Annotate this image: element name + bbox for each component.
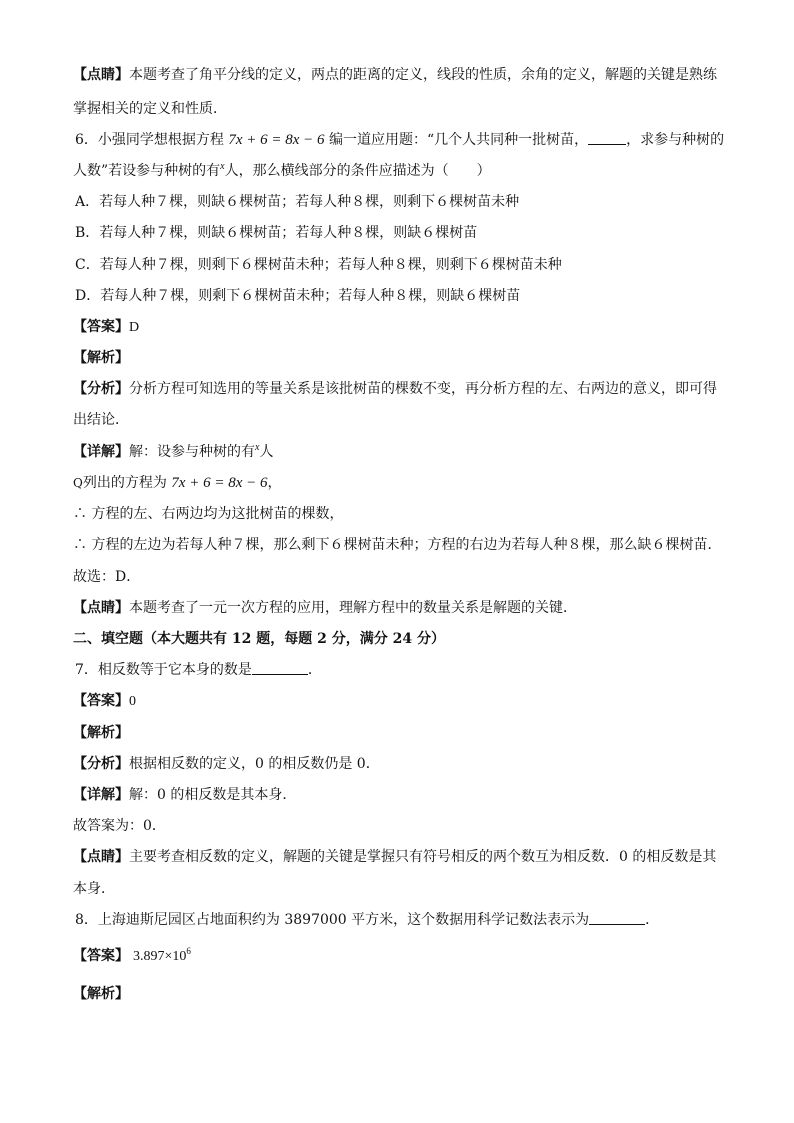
- fenxi-tag: 【分析】: [73, 756, 129, 772]
- q7-dianjing-line1: [73, 847, 716, 867]
- q6-xiangjie: [73, 442, 273, 462]
- q5-dianjing-line2: 掌握相关的定义和性质．: [73, 101, 227, 117]
- q5-dianjing-line1: [73, 65, 717, 85]
- q6-choose: 故选：D．: [73, 569, 141, 585]
- q7-stem-end: ．: [307, 662, 322, 678]
- q7-answer-value: 0: [129, 694, 136, 709]
- q8-jiexi-tag: 【解析】: [73, 986, 129, 1002]
- q6-fenxi-line2: 出结论．: [73, 412, 129, 428]
- xiangjie-tag: 【详解】: [73, 787, 129, 803]
- answer-tag: 【答案】: [73, 948, 129, 964]
- q6-option-c: C．若每人种７棵，则剩下６棵树苗未种；若每人种８棵，则剩下６棵树苗未种: [75, 257, 562, 273]
- q8-answer-base: 3.897×10: [133, 949, 187, 964]
- q6-stem-line2-a: 人数”若设参与种树的有: [73, 163, 221, 179]
- q6-equation: 7x + 6 = 8x − 6: [228, 132, 325, 148]
- q6-step1-end: ，: [267, 475, 282, 491]
- q6-answer-value: D: [129, 320, 140, 335]
- q7-stem: [75, 660, 322, 680]
- q6-fenxi-text1: 分析方程可知选用的等量关系是该批树苗的棵数不变，再分析方程的左、右两边的意义，即可得: [129, 381, 717, 397]
- q7-final: 故答案为：0．: [73, 818, 166, 834]
- q6-dianjing: [73, 598, 577, 618]
- q6-xiangjie-b: 人: [259, 444, 274, 460]
- dianjing-tag: 【点睛】: [73, 849, 129, 865]
- q7-jiexi-tag: 【解析】: [73, 725, 129, 741]
- answer-tag: 【答案】: [73, 693, 129, 709]
- q6-option-b: B．若每人种７棵，则缺６棵树苗；若每人种８棵，则缺６棵树苗: [75, 225, 478, 241]
- q6-stem-line1: [75, 130, 724, 150]
- q6-option-d: D．若每人种７棵，则剩下６棵树苗未种；若每人种８棵，则缺６棵树苗: [75, 288, 521, 304]
- q6-option-a: A．若每人种７棵，则缺６棵树苗；若每人种８棵，则剩下６棵树苗未种: [75, 194, 520, 210]
- q6-stem-mid: 编一道应用题：“几个人共同种一批树苗，: [329, 132, 589, 148]
- q6-step3: ∴ 方程的左边为若每人种７棵，那么剩下６棵树苗未种；方程的右边为若每人种８棵，那么缺６棵树苗．: [73, 537, 722, 553]
- q6-var-x: x: [220, 161, 225, 172]
- q6-step1-equation: 7x + 6 = 8x − 6: [171, 475, 268, 491]
- q8-stem-end: ．: [645, 912, 660, 928]
- q6-jiexi-tag: 【解析】: [73, 350, 129, 366]
- q6-step1-text: 列出的方程为: [82, 475, 167, 491]
- dianjing-tag: 【点睛】: [73, 600, 129, 616]
- q8-answer: [73, 946, 191, 967]
- q7-answer: [73, 691, 136, 712]
- q7-xiangjie-text: 解：0 的相反数是其本身．: [129, 787, 297, 803]
- q8-stem: [75, 910, 659, 930]
- q7-answer-blank: [252, 673, 308, 675]
- q6-dianjing-text: 本题考查了一元一次方程的应用，理解方程中的数量关系是解题的关键．: [129, 600, 577, 616]
- q6-stem-prefix: 6．小强同学想根据方程: [75, 132, 224, 148]
- q6-xiangjie-a: 解：设参与种树的有: [129, 444, 255, 460]
- xiangjie-tag: 【详解】: [73, 444, 129, 460]
- fenxi-tag: 【分析】: [73, 381, 129, 397]
- q7-fenxi: [73, 754, 380, 774]
- q5-dianjing-text1: 本题考查了角平分线的定义，两点的距离的定义，线段的性质，余角的定义，解题的关键是熟练: [129, 67, 717, 83]
- q6-answer-blank: [588, 143, 626, 145]
- q8-stem-text: 8．上海迪斯尼园区占地面积约为 3897000 平方米，这个数据用科学记数法表示为: [75, 912, 590, 928]
- answer-tag: 【答案】: [73, 319, 129, 335]
- q7-fenxi-text: 根据相反数的定义，0 的相反数仍是 0．: [129, 756, 380, 772]
- q6-step1: [73, 473, 281, 493]
- section2-title: 二、填空题（本大题共有 12 题，每题 2 分，满分 24 分）: [73, 631, 445, 647]
- q6-fenxi-line1: [73, 379, 717, 399]
- q6-xiangjie-var: x: [255, 442, 260, 453]
- q8-answer-blank: [589, 923, 645, 925]
- q6-answer: [73, 317, 139, 338]
- q8-answer-exponent: 6: [186, 946, 191, 956]
- q6-stem-line2-b: 人，那么横线部分的条件应描述为（ ）: [224, 163, 491, 179]
- q7-dianjing-line2: 本身．: [73, 881, 115, 897]
- q7-xiangjie: [73, 785, 296, 805]
- dianjing-tag: 【点睛】: [73, 67, 129, 83]
- q6-stem-line2: [73, 161, 491, 181]
- q6-step2: ∴ 方程的左、右两边均为这批树苗的棵数，: [73, 506, 344, 522]
- q7-stem-text: 7．相反数等于它本身的数是: [75, 662, 252, 678]
- q7-dianjing-text1: 主要考查相反数的定义，解题的关键是掌握只有符号相反的两个数互为相反数．0 的相反数是其: [129, 849, 717, 865]
- q6-stem-suffix: ，求参与种树的: [626, 132, 725, 148]
- q6-step1-mark: Q: [73, 476, 83, 490]
